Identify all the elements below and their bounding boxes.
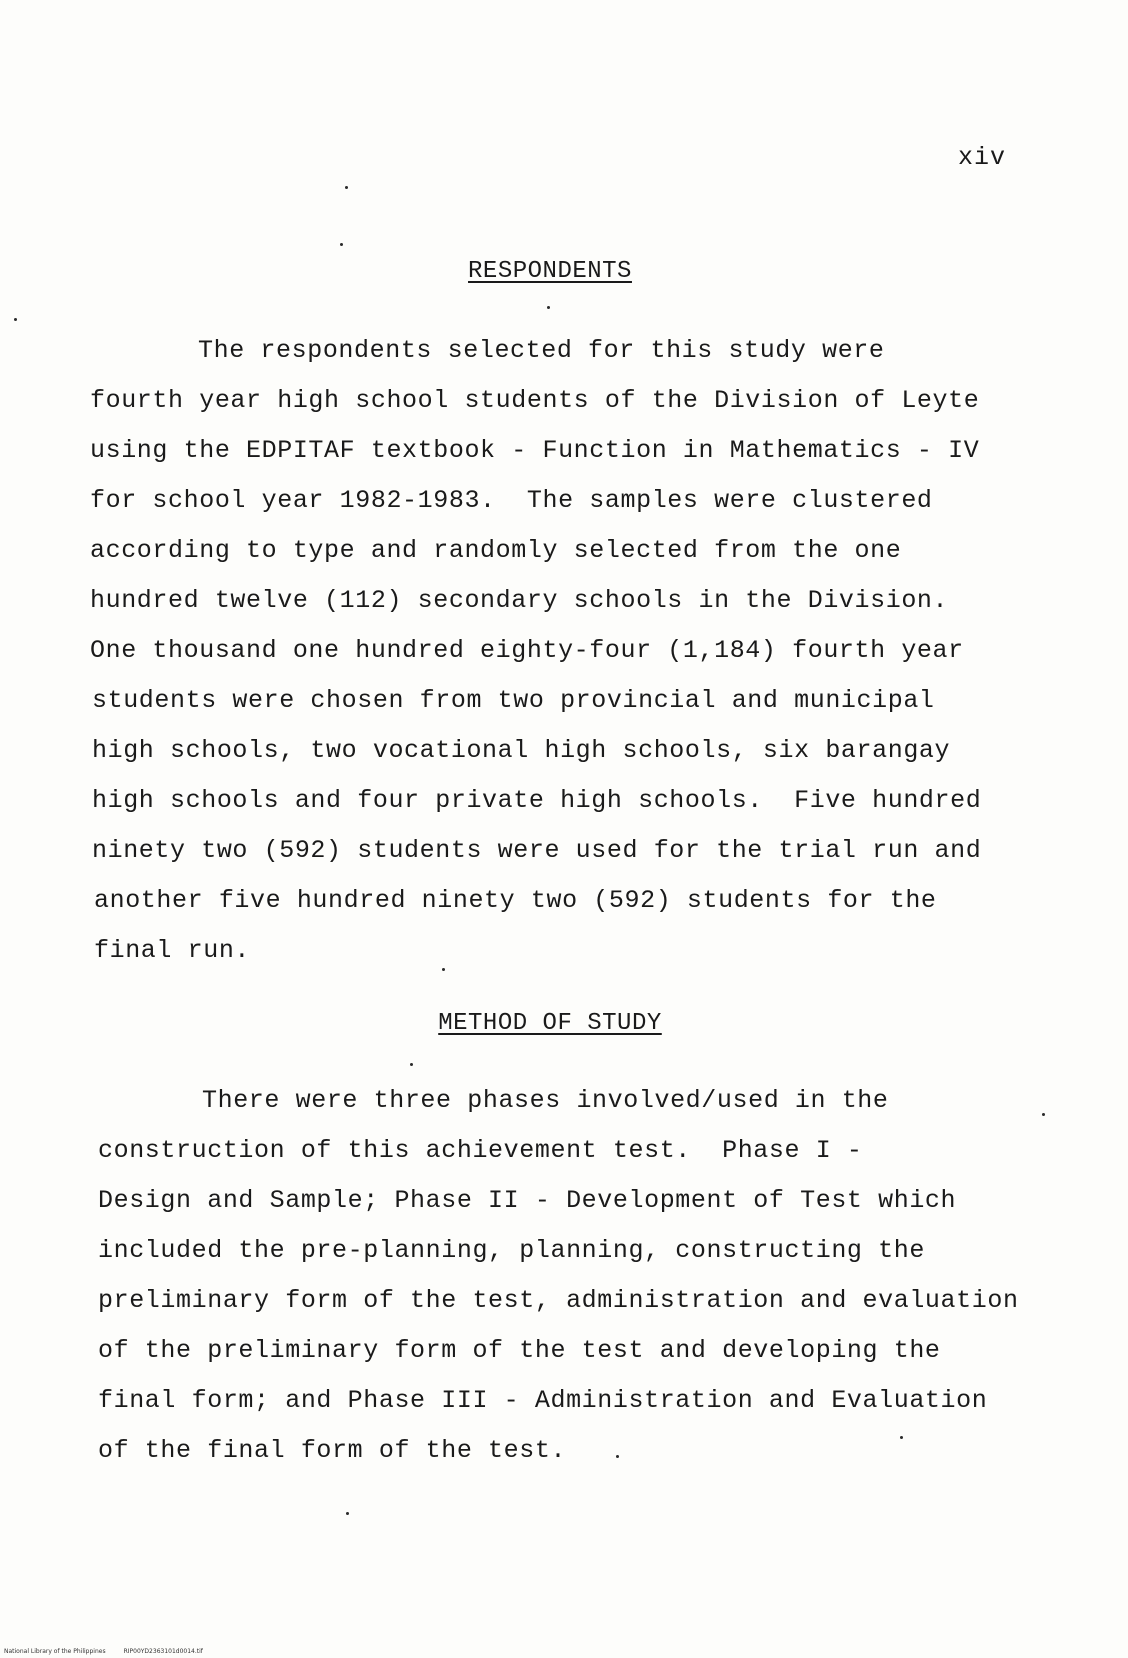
paragraph-line: One thousand one hundred eighty-four (1,184) fourth year [90, 636, 964, 665]
paragraph-line: fourth year high school students of the Division of Leyte [90, 386, 980, 415]
paragraph-line: students were chosen from two provincial and municipal [92, 686, 935, 715]
paragraph-line: ninety two (592) students were used for the trial run and [92, 836, 982, 865]
paragraph-line: hundred twelve (112) secondary schools in the Division. [90, 586, 949, 615]
paragraph-line: There were three phases involved/used in the [202, 1086, 889, 1115]
paragraph-line: final run. [94, 936, 251, 965]
paragraph-line: using the EDPITAF textbook - Function in Mathematics - IV [90, 436, 980, 465]
scan-speck [345, 186, 348, 189]
scan-speck [340, 243, 343, 246]
page-number: xiv [958, 143, 1007, 172]
paragraph-line: included the pre-planning, planning, constructing the [98, 1236, 925, 1265]
scan-speck [1042, 1113, 1045, 1116]
section-heading-respondents: RESPONDENTS [468, 258, 632, 285]
paragraph-line: high schools, two vocational high schools, six barangay [92, 736, 951, 765]
scan-speck [346, 1512, 349, 1515]
section-heading-method-of-study: METHOD OF STUDY [438, 1010, 662, 1037]
scan-speck [14, 318, 17, 321]
paragraph-line: The respondents selected for this study were [198, 336, 885, 365]
scan-speck [616, 1455, 619, 1458]
paragraph-line: construction of this achievement test. Phase I - [98, 1136, 863, 1165]
paragraph-line: high schools and four private high schools. Five hundred [92, 786, 982, 815]
archive-footer-right: RIP00YD2363101d0014.tif [123, 1648, 203, 1655]
archive-footer-left: National Library of the Philippines [4, 1648, 106, 1655]
scan-speck [900, 1436, 903, 1439]
paragraph-line: Design and Sample; Phase II - Development of Test which [98, 1186, 957, 1215]
scan-speck [442, 968, 445, 971]
paragraph-line: according to type and randomly selected from the one [90, 536, 902, 565]
scan-speck [410, 1063, 413, 1066]
paragraph-line: preliminary form of the test, administration and evaluation [98, 1286, 1019, 1315]
paragraph-line: final form; and Phase III - Administration and Evaluation [98, 1386, 988, 1415]
paragraph-line: of the final form of the test. [98, 1436, 567, 1465]
paragraph-line: for school year 1982-1983. The samples were clustered [90, 486, 933, 515]
paragraph-line: another five hundred ninety two (592) students for the [94, 886, 937, 915]
archive-footer [4, 1648, 221, 1655]
paragraph-line: of the preliminary form of the test and developing the [98, 1336, 941, 1365]
scan-speck [547, 306, 550, 309]
